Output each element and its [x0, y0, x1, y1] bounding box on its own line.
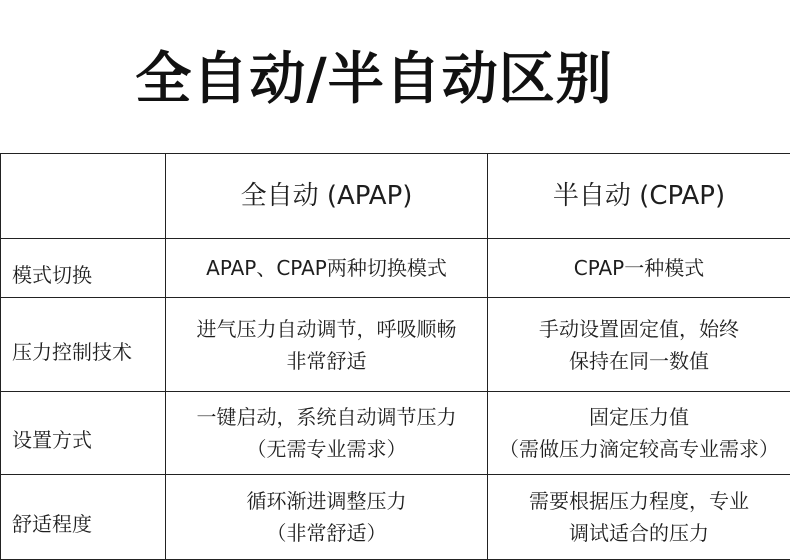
semi-cell: [488, 239, 790, 298]
row-label: 模式切换: [1, 239, 166, 298]
semi-cell: [488, 298, 790, 392]
row-label: 设置方式: [1, 392, 166, 475]
table-row: [1, 239, 790, 298]
cell-line: 手动设置固定值，始终: [539, 316, 739, 341]
header-semi: 半自动 (CPAP): [488, 154, 790, 239]
table-row: [1, 392, 790, 475]
page-title: 全自动/半自动区别: [135, 47, 613, 112]
cell-line: 固定压力值: [589, 405, 689, 429]
cell-line: 调试适合的压力: [569, 521, 709, 545]
cell-line: 一键启动，系统自动调节压力: [196, 405, 457, 429]
cell-line: 进气压力自动调节，呼吸顺畅: [196, 316, 457, 341]
cell-line: 需要根据压力程度，专业: [529, 489, 749, 513]
cell-line: 循环渐进调整压力: [246, 489, 407, 513]
cell-line: 保持在同一数值: [569, 348, 709, 373]
auto-cell: [166, 239, 488, 298]
cell-line: 非常舒适: [286, 348, 367, 373]
comparison-table: [0, 153, 790, 560]
auto-cell: [166, 298, 488, 392]
row-label: 舒适程度: [1, 475, 166, 560]
table-header-row: [1, 154, 790, 239]
header-empty-cell: [1, 154, 166, 239]
table-row: [1, 298, 790, 392]
auto-cell: [166, 392, 488, 475]
cell-line: （无需专业需求）: [246, 437, 407, 461]
cell-line: （非常舒适）: [266, 521, 387, 545]
cell-line: CPAP一种模式: [573, 256, 705, 280]
auto-cell: [166, 475, 488, 560]
header-auto: 全自动 (APAP): [166, 154, 488, 239]
table-row: [1, 475, 790, 560]
row-label: 压力控制技术: [1, 298, 166, 392]
cell-line: APAP、CPAP两种切换模式: [206, 256, 447, 280]
cell-line: （需做压力滴定较高专业需求）: [499, 437, 779, 461]
semi-cell: [488, 475, 790, 560]
semi-cell: [488, 392, 790, 475]
